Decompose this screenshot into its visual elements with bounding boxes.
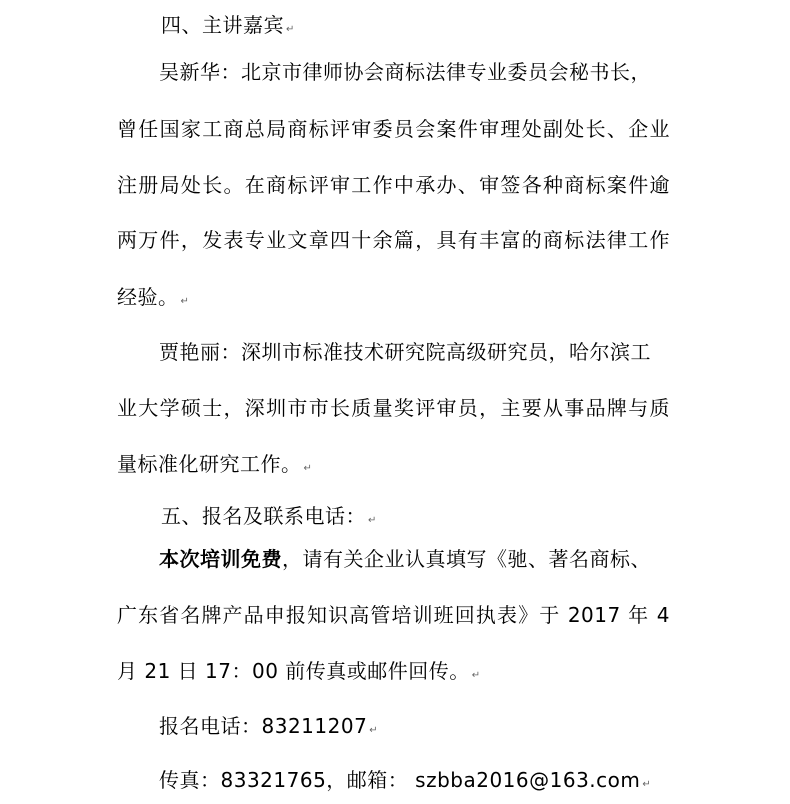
paragraph-mark-icon: ↵ (368, 515, 377, 526)
speaker1-line5 (117, 283, 189, 316)
paragraph-mark-icon: ↵ (303, 463, 313, 474)
section4-heading-text: 四、主讲嘉宾 (161, 13, 284, 37)
speaker2-line3-text: 量标准化研究工作。 (117, 452, 302, 476)
notice-line1 (159, 545, 651, 573)
paragraph-mark-icon: ↵ (369, 725, 379, 736)
section5-heading-text: 五、报名及联系电话： (161, 504, 366, 528)
notice-line1-rest: ，请有关企业认真填写《驰、著名商标、 (282, 547, 651, 571)
registration-phone-text: 报名电话：83211207 (159, 714, 368, 738)
fax-email-text: 传真：83321765，邮箱： szbba2016@163.com (159, 768, 641, 792)
notice-line2: 广东省名牌产品申报知识高管培训班回执表》于 2017 年 4 (117, 603, 670, 627)
notice-line3-text: 月 21 日 17：00 前传真或邮件回传。 (117, 659, 470, 683)
speaker1-line5-text: 经验。 (117, 285, 179, 309)
speaker1-line4: 两万件，发表专业文章四十余篇，具有丰富的商标法律工作 (117, 228, 670, 252)
paragraph-mark-icon: ↵ (642, 779, 652, 790)
speaker1-line3: 注册局处长。在商标评审工作中承办、审签各种商标案件逾 (117, 173, 670, 197)
speaker1-line2: 曾任国家工商总局商标评审委员会案件审理处副处长、企业 (117, 117, 670, 141)
speaker2-line2: 业大学硕士，深圳市市长质量奖评审员，主要从事品牌与质 (117, 396, 670, 420)
registration-phone (159, 712, 378, 745)
speaker1-line1: 吴新华：北京市律师协会商标法律专业委员会秘书长， (159, 60, 651, 84)
speaker2-line1: 贾艳丽：深圳市标准技术研究院高级研究员，哈尔滨工 (159, 340, 651, 364)
speaker2-line3 (117, 450, 312, 483)
paragraph-mark-icon: ↵ (471, 670, 481, 681)
fax-email (159, 766, 651, 799)
notice-line3 (117, 657, 481, 690)
free-training-notice: 本次培训免费 (159, 547, 282, 571)
section4-heading (161, 11, 295, 44)
section5-heading (161, 502, 377, 535)
paragraph-mark-icon: ↵ (180, 296, 190, 307)
paragraph-mark-icon: ↵ (286, 24, 295, 35)
